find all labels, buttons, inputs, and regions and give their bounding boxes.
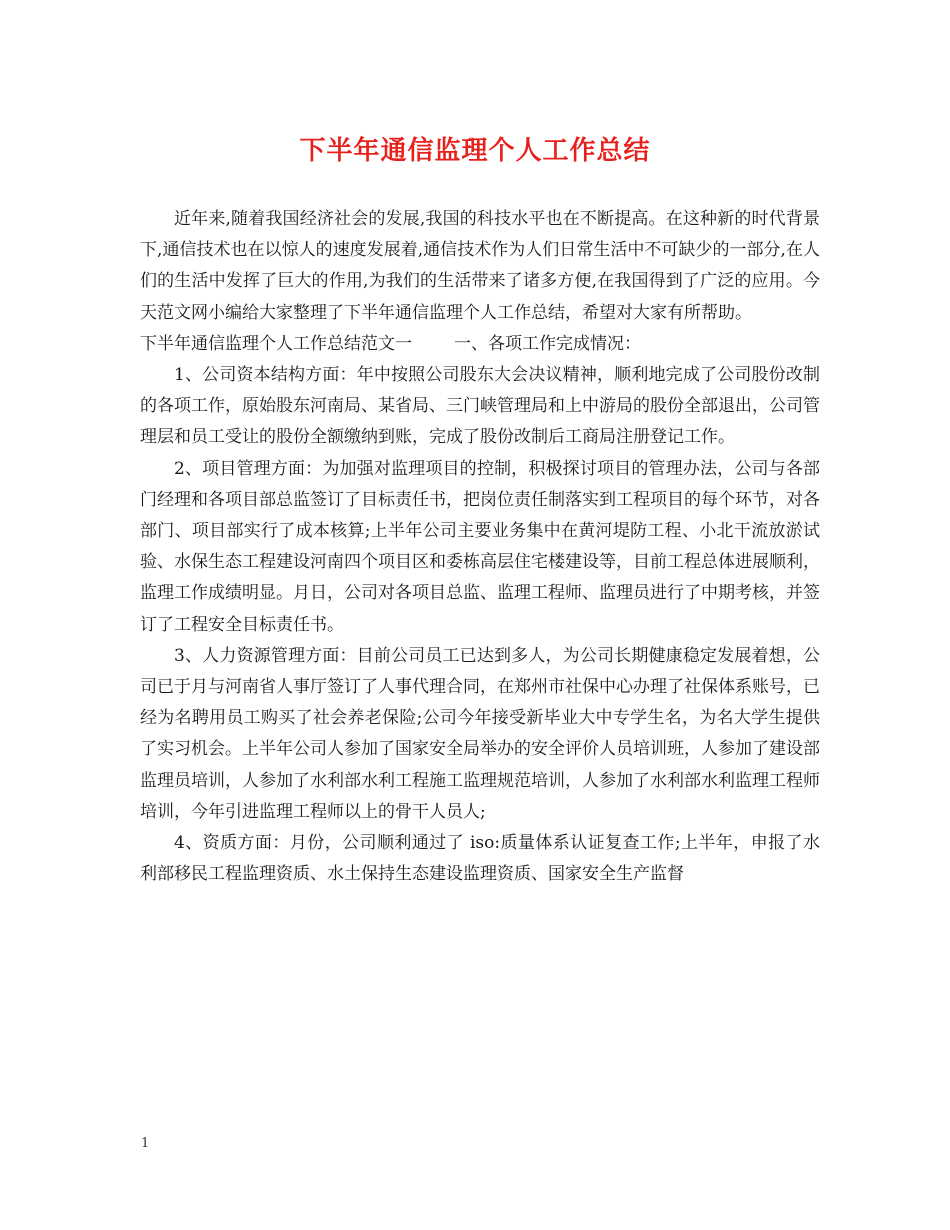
document-body [140,204,820,890]
page-number: 1 [141,1136,150,1151]
body-paragraph-3: 3、人力资源管理方面：目前公司员工已达到多人，为公司长期健康稳定发展着想，公司已于月与河南省人事厅签订了人事代理合同，在郑州市社保中心办理了社保体系账号，已经为名聘用员工购买了社会养老保险;公司今年接受新毕业大中专学生名，为名大学生提供了实习机会。上半年公司人参加了国家安全局举办的安全评价人员培训班，人参加了建设部监理员培训，人参加了水利部水利工程施工监理规范培训，人参加了水利部水利监理工程师培训，今年引进监理工程师以上的骨干人员人; [140,645,820,822]
body-paragraph-1: 1、公司资本结构方面：年中按照公司股东大会决议精神，顺利地完成了公司股份改制的各项工作，原始股东河南局、某省局、三门峡管理局和上中游局的股份全部退出，公司管理层和员工受让的股份全额缴纳到账，完成了股份改制后工商局注册登记工作。 [140,365,820,448]
section-title: 下半年通信监理个人工作总结范文一 [140,333,412,354]
section-heading-line [140,329,820,360]
document-title: 下半年通信监理个人工作总结 [299,136,651,166]
body-paragraph-4: 4、资质方面：月份，公司顺利通过了 iso:质量体系认证复查工作;上半年，申报了水利部移民工程监理资质、水土保持生态建设监理资质、国家安全生产监督 [140,833,820,885]
intro-paragraph: 近年来,随着我国经济社会的发展,我国的科技水平也在不断提高。在这种新的时代背景下,通信技术也在以惊人的速度发展着,通信技术作为人们日常生活中不可缺少的一部分,在人们的生活中发挥了巨大的作用,为我们的生活带来了诸多方便,在我国得到了广泛的应用。今天范文网小编给大家整理了下半年通信监理个人工作总结，希望对大家有所帮助。 [140,209,820,323]
section-subtitle: 一、各项工作完成情况： [454,333,641,354]
body-paragraph-2: 2、项目管理方面：为加强对监理项目的控制，积极探讨项目的管理办法，公司与各部门经理和各项目部总监签订了目标责任书，把岗位责任制落实到工程项目的每个环节，对各部门、项目部实行了成本核算;上半年公司主要业务集中在黄河堤防工程、小北干流放淤试验、水保生态工程建设河南四个项目区和委栋高层住宅楼建设等，目前工程总体进展顺利，监理工作成绩明显。月日，公司对各项目总监、监理工程师、监理员进行了中期考核，并签订了工程安全目标责任书。 [140,458,820,635]
